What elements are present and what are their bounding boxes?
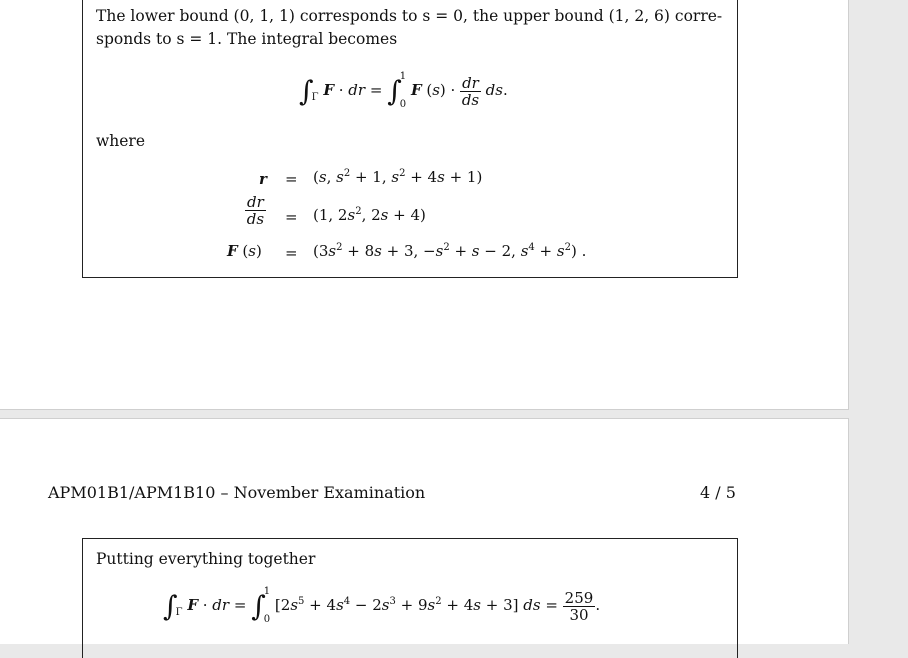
final-equation: $\int_\Gamma$ F · dr = ∫1 0 $[2s^5 + 4s^4 - 2s^3 + 9s^2 + 4s + 3]$ ds = $\frac{259}{30}$ . [163, 586, 601, 625]
solution-box: The lower bound (0, 1, 1) corresponds to s = 0, the upper bound (1, 2, 6) corre- sponds to s = 1. The integral becomes $\int_\Gamma$ F · dr = ∫1 0 F (s) · $\frac{dr}{ds}$ ds. where r = (s, $s^2 + 1$, $s^2 + 4s + 1$) $\frac{dr}{ds}$ = (1, $2s^2$, 2s + 4) F (s) = ($3s^2 + 8s + 3$, $-s^2 + s - 2$, $s^4 + s^2$) . [82, 0, 738, 278]
integral-equation: $\int_\Gamma$ F · dr = ∫1 0 F (s) · $\frac{dr}{ds}$ ds. [299, 71, 508, 110]
page-2 [0, 418, 849, 644]
putting-text: Putting everything together [96, 550, 316, 568]
exam-header: APM01B1/APM1B10 – November Examination [48, 483, 426, 502]
conclusion-box [82, 538, 738, 658]
page-number: 4 / 5 [700, 483, 736, 502]
intro-line-1: The lower bound (0, 1, 1) corresponds to s = 0, the upper bound (1, 2, 6) corre- [96, 7, 723, 25]
result-denominator: 30 [569, 605, 589, 624]
where-label: where [96, 132, 146, 150]
intro-line-2: sponds to s = 1. The integral becomes [96, 30, 398, 48]
result-numerator: 259 [564, 588, 594, 607]
